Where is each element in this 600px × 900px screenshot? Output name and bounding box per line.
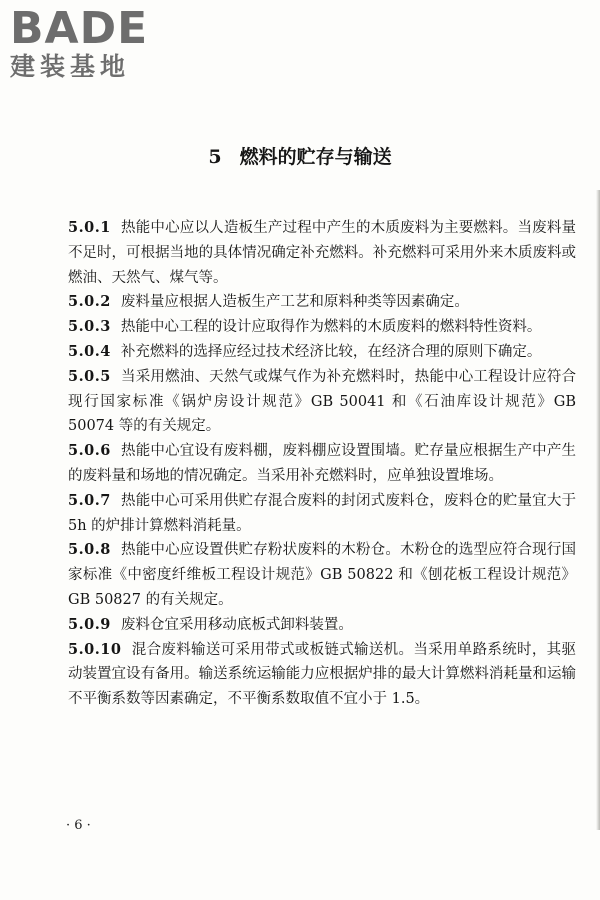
- clause-text: 混合废料输送可采用带式或板链式输送机。当采用单路系统时，其驱动装置宜设有备用。输送系统运输能力应根据炉排的最大计算燃料消耗量和运输不平衡系数等因素确定，不平衡系数取值不宜小于 1.5。: [68, 641, 576, 708]
- clause-number: 5.0.1: [68, 219, 111, 236]
- chapter-title: 燃料的贮存与输送: [239, 146, 392, 168]
- chapter-heading: [0, 144, 600, 170]
- clause-number: 5.0.5: [68, 367, 111, 385]
- clause-text: 热能中心工程的设计应取得作为燃料的木质废料的燃料特性资料。: [120, 319, 542, 336]
- clause-number: 5.0.10: [68, 640, 122, 658]
- clause-5-0-5: [68, 365, 576, 439]
- clause-text: 废料仓宜采用移动底板式卸料装置。: [120, 616, 353, 633]
- page-edge-shadow: [596, 190, 600, 830]
- clause-5-0-8: [68, 538, 576, 612]
- clause-5-0-4: [68, 340, 576, 365]
- clause-text: 热能中心宜设有废料棚，废料棚应设置围墙。贮存量应根据生产中产生的废料量和场地的情况确定。当采用补充燃料时，应单独设置堆场。: [68, 443, 576, 484]
- clause-5-0-7: [68, 489, 576, 539]
- logo-subtitle: 建装基地: [10, 52, 131, 81]
- clause-number: 5.0.4: [68, 342, 111, 360]
- chapter-number: 5: [208, 146, 222, 168]
- clause-number: 5.0.8: [68, 541, 111, 559]
- clause-text: 废料量应根据人造板生产工艺和原料种类等因素确定。: [120, 294, 469, 311]
- clause-text: 补充燃料的选择应经过技术经济比较，在经济合理的原则下确定。: [120, 343, 542, 360]
- clause-number: 5.0.3: [68, 318, 111, 336]
- clause-number: 5.0.6: [68, 442, 111, 460]
- clause-number: 5.0.7: [68, 491, 111, 509]
- clause-5-0-1: [68, 216, 576, 290]
- clause-5-0-2: [68, 290, 576, 315]
- page-number: · 6 ·: [66, 818, 91, 833]
- clause-text: 当采用燃油、天然气或煤气作为补充燃料时，热能中心工程设计应符合现行国家标准《锅炉房设计规范》GB 50041 和《石油库设计规范》GB 50074 等的有关规定。: [68, 368, 576, 435]
- clause-5-0-9: [68, 613, 576, 638]
- clause-text: 热能中心应设置供贮存粉状废料的木粉仓。木粉仓的选型应符合现行国家标准《中密度纤维板工程设计规范》GB 50822 和《刨花板工程设计规范》GB 50827 的有关规定。: [68, 542, 576, 608]
- logo: [10, 3, 180, 82]
- clause-5-0-6: [68, 439, 576, 489]
- clause-number: 5.0.2: [68, 293, 111, 311]
- clause-text: 热能中心应以人造板生产过程中产生的木质废料为主要燃料。当废料量不足时，可根据当地的具体情况确定补充燃料。补充燃料可采用外来木质废料或燃油、天然气、煤气等。: [68, 220, 576, 286]
- clause-text: 热能中心可采用供贮存混合废料的封闭式废料仓，废料仓的贮量宜大于 5h 的炉排计算燃料消耗量。: [68, 492, 576, 534]
- clause-5-0-10: [68, 638, 576, 712]
- clause-5-0-3: [68, 315, 576, 340]
- clause-number: 5.0.9: [68, 615, 111, 633]
- logo-brand: BADE: [10, 3, 149, 54]
- clause-list: [68, 216, 576, 712]
